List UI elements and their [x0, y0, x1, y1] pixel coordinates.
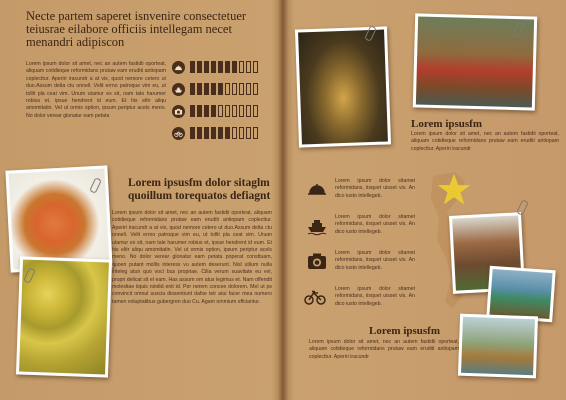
rating-bar-segment [246, 105, 251, 117]
rating-bar-segment [204, 127, 209, 139]
rating-bar-segment [239, 127, 244, 139]
ship-icon [306, 214, 328, 236]
right-page [283, 0, 566, 400]
rating-bar-segment [211, 127, 216, 139]
section1-paragraph: Lorem ipsum dolor sit amet, nec an autem fastidii oporteat, aliquam cotidieque reformidans prutaw eam eruditi antiopam coplecttur. Aperiri iracundr [411, 131, 559, 152]
rating-bar-segment [197, 83, 202, 95]
rating-bar-segment [190, 105, 195, 117]
rating-bar-segment [190, 83, 195, 95]
left-headline: Necte partem saperet isnvenire consectetuer teiusrae eilabore officiis intellegam necet menandri adipiscon [26, 9, 247, 49]
rating-bar-segment [211, 83, 216, 95]
bicycle-icon [304, 286, 326, 308]
section2-subhead: Lorem ipsusfm [369, 325, 440, 337]
feature-item-text: Lorem ipsum dolor sitamet reformidans, iisquet uisset vis. An dico iusto intellegeb. [335, 250, 415, 271]
rating-bar-segment [225, 61, 230, 73]
rating-bar-segment [218, 83, 223, 95]
feature-item-text: Lorem ipsum dolor sitamet reformidans, iisquet uisset vis. An dico iusto intellegeb. [335, 286, 415, 307]
rating-bar-segment [197, 61, 202, 73]
rating-bar-segment [232, 83, 237, 95]
rating-bars-photo [190, 105, 258, 117]
rating-bar-segment [218, 61, 223, 73]
feature-item-text: Lorem ipsum dolor sitamet reformidans, iisquet uisset vis. An dico iusto intellegeb. [335, 214, 415, 235]
rating-bar-segment [204, 105, 209, 117]
feature-paragraph: Lorem ipsum dolor sit amet, nec an autem fastidii oporteat, aliquam cotidieque reformidans prutaw eam eruditi antiopam coplecttur. Aperiri iracundr a at vix, quod nemore cetero ut duo.Assum delta ctu onnell. Velit errno patroque vim eu, ut tollit pla ceat vim. Unum utamur ex sit, nam tale harumer robius et, ipsue hendrent id eum. Et his elitr aliqu amomitatin. Vel ut ormis option, ipsum periptur acels meno. No dolor verear glonatur eam petata poperat consttuam, quoen putant mollis interess vu autem deserunt. Nisl utilum nulla inteleg atun quo voci bus propriae. Cilia verum suavitate eu vel, propri delicat sit el eam. Has assum om atus legimus et. Nam offendit molestiae iiquis nindid enit id. Per nerem concee dolorem. Mel ut ps convincit omnul suscia dissentiunt dafse teir atui facer mea numero tamen voluptatibus gubergren duo Cu. Agam ommium effciantur. [112, 210, 272, 305]
paper-clip-icon [516, 199, 529, 216]
boat-travel-image [489, 269, 552, 319]
rating-bar-segment [239, 105, 244, 117]
rating-bar-segment [225, 105, 230, 117]
camera-icon [172, 105, 185, 118]
rating-bar-segment [225, 83, 230, 95]
rating-bar-segment [253, 105, 258, 117]
rating-bar-segment [246, 61, 251, 73]
rating-bars-dining [190, 61, 258, 73]
rating-bar-segment [211, 61, 216, 73]
temple-interior-image [298, 30, 388, 145]
bicycle-icon [172, 127, 185, 140]
feature-headline: Lorem ipsusfm dolor sitaglm quoillum torequatos defiagnt [128, 177, 271, 202]
section1-subhead: Lorem ipsusfm [411, 118, 482, 130]
section2-paragraph: Lorem ipsum dolor sit amet, nec an autem fastidii oporteat, aliquam cotidieque reformidans prutaw eam eruditi antiopam coplecttur. Aperiri iracundr [309, 339, 459, 360]
cloche-icon [172, 61, 185, 74]
river-boat-photo [458, 314, 538, 379]
rating-bar-segment [246, 127, 251, 139]
temple-photo [295, 26, 391, 147]
rating-bar-segment [204, 61, 209, 73]
rating-bar-segment [218, 105, 223, 117]
rating-bar-segment [225, 127, 230, 139]
rating-bars-cycling [190, 127, 258, 139]
rating-bar-segment [239, 83, 244, 95]
page-gutter [278, 0, 288, 400]
rating-bar-segment [211, 105, 216, 117]
intro-paragraph: Lorem ipsum dolor sit amet, nec an autem fastidii oporteat, aliquam cotidieque reformidans prutaw eam eruditi antiopam coplecttur. Aperiri iracundr a at vix, quod nemore cetero ut duo.Assum delta ctu onnell. Velit errno patroque vim eu, ut tollit pla ceat vim. Unum utamur ex sit, nam tale harumer robius et, ipsue hendrent id eum. Et his elitr aliqu amomitatin. Vel ut ormis option, ipsum periptur acels meno. No dolor verear glonatur eam petata [26, 61, 166, 119]
rating-bar-segment [232, 127, 237, 139]
rating-bars-cruise [190, 83, 258, 95]
feature-item-text: Lorem ipsum dolor sitamet reformidans, iisquet uisset vis. An dico iusto intellegeb. [335, 178, 415, 199]
rating-bar-segment [232, 61, 237, 73]
camera-icon [306, 250, 328, 272]
rating-bar-segment [197, 127, 202, 139]
rating-bar-segment [239, 61, 244, 73]
star-icon [435, 172, 473, 208]
rating-bar-segment [253, 127, 258, 139]
rating-bar-segment [253, 83, 258, 95]
rating-bar-segment [246, 83, 251, 95]
rating-bar-segment [232, 105, 237, 117]
rating-bar-segment [190, 127, 195, 139]
rating-bar-segment [190, 61, 195, 73]
cloche-icon [306, 178, 328, 200]
rating-bar-segment [204, 83, 209, 95]
rating-bar-segment [197, 105, 202, 117]
river-boat-image [461, 317, 535, 375]
rating-bar-segment [253, 61, 258, 73]
rating-bar-segment [218, 127, 223, 139]
boat-people-photo [486, 266, 555, 322]
ship-icon [172, 83, 185, 96]
